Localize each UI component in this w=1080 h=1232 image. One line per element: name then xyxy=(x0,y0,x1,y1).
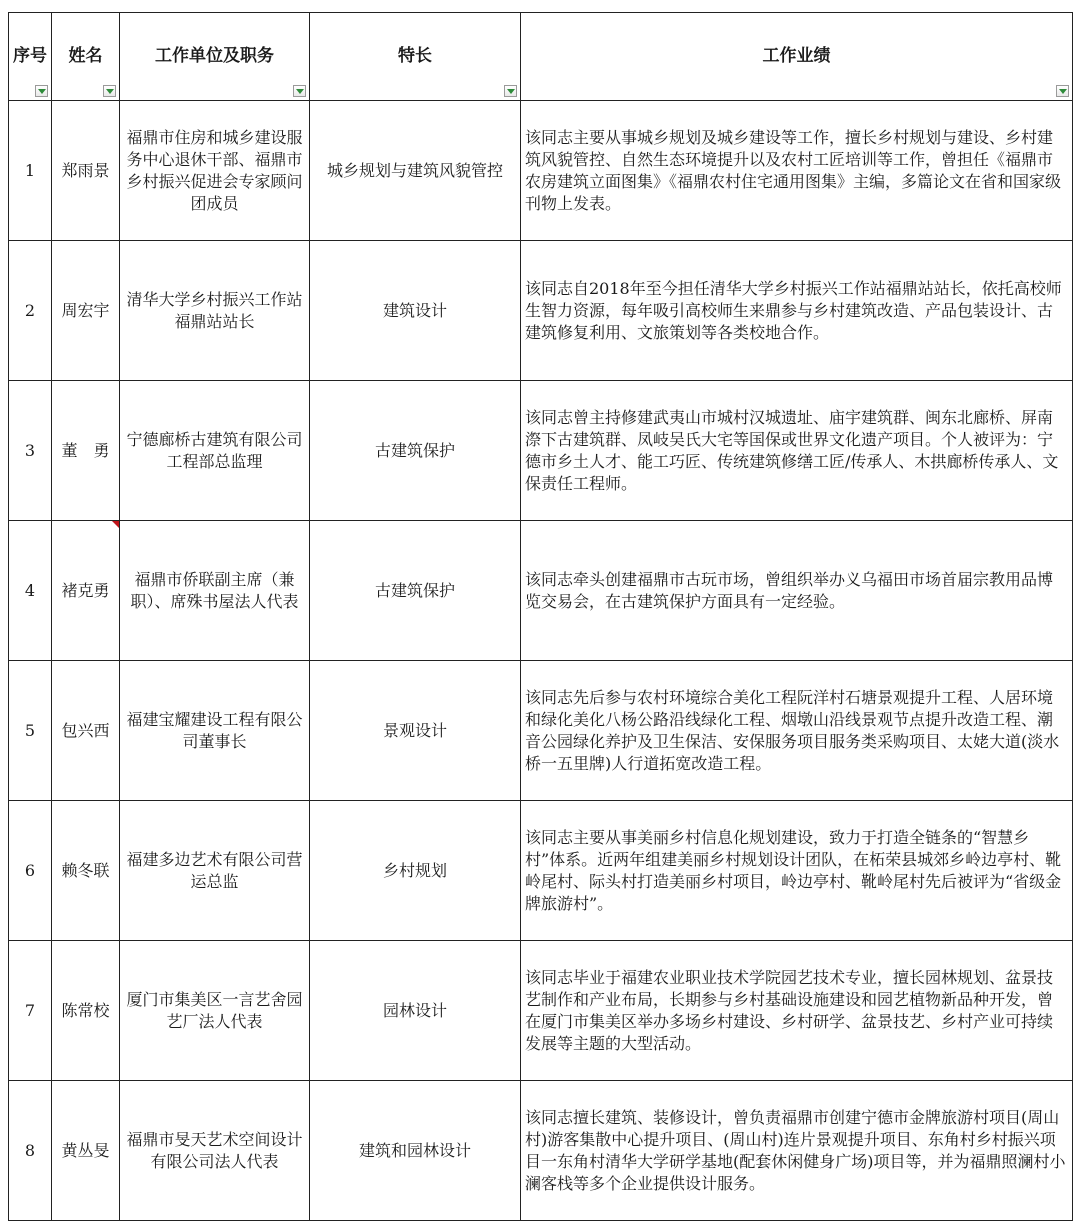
cell-name[interactable]: 周宏宇 xyxy=(52,241,120,381)
cell-performance[interactable]: 该同志牵头创建福鼎市古玩市场，曾组织举办义乌福田市场首届宗教用品博览交易会，在古建筑保护方面具有一定经验。 xyxy=(521,521,1073,661)
cell-no[interactable]: 6 xyxy=(9,801,52,941)
cell-unit[interactable]: 福建宝耀建设工程有限公司董事长 xyxy=(120,661,310,801)
header-unit-label: 工作单位及职务 xyxy=(155,46,274,66)
cell-name[interactable]: 赖冬联 xyxy=(52,801,120,941)
cell-name[interactable]: 郑雨景 xyxy=(52,101,120,241)
header-no-label: 序号 xyxy=(13,46,47,66)
header-specialty-label: 特长 xyxy=(398,46,432,66)
table-row xyxy=(9,101,1073,241)
cell-name[interactable]: 包兴西 xyxy=(52,661,120,801)
cell-specialty[interactable]: 建筑和园林设计 xyxy=(310,1081,521,1221)
cell-performance[interactable]: 该同志曾主持修建武夷山市城村汉城遗址、庙宇建筑群、闽东北廊桥、屏南漈下古建筑群、凤岐吴氏大宅等国保或世界文化遗产项目。个人被评为：宁德市乡土人才、能工巧匠、传统建筑修缮工匠/传承人、木拱廊桥传承人、文保责任工程师。 xyxy=(521,381,1073,521)
filter-dropdown-icon[interactable] xyxy=(1056,85,1069,97)
cell-specialty[interactable]: 园林设计 xyxy=(310,941,521,1081)
table-row xyxy=(9,521,1073,661)
cell-unit[interactable]: 福建多边艺术有限公司营运总监 xyxy=(120,801,310,941)
cell-performance[interactable]: 该同志先后参与农村环境综合美化工程阮洋村石塘景观提升工程、人居环境和绿化美化八杨公路沿线绿化工程、烟墩山沿线景观节点提升改造工程、潮音公园绿化养护及卫生保洁、安保服务项目服务类采购项目、太姥大道(淡水桥一五里牌)人行道拓宽改造工程。 xyxy=(521,661,1073,801)
cell-performance[interactable]: 该同志擅长建筑、装修设计，曾负责福鼎市创建宁德市金牌旅游村项目(周山村)游客集散中心提升项目、(周山村)连片景观提升项目、东角村乡村振兴项目一东角村清华大学研学基地(配套休闲健身广场)项目等，并为福鼎照澜村小澜客栈等多个企业提供设计服务。 xyxy=(521,1081,1073,1221)
filter-dropdown-icon[interactable] xyxy=(293,85,306,97)
cell-performance[interactable]: 该同志毕业于福建农业职业技术学院园艺技术专业，擅长园林规划、盆景技艺制作和产业布局，长期参与乡村基础设施建设和园艺植物新品种开发，曾在厦门市集美区举办多场乡村建设、乡村研学、盆景技艺、乡村产业可持续发展等主题的大型活动。 xyxy=(521,941,1073,1081)
cell-unit[interactable]: 福鼎市住房和城乡建设服务中心退休干部、福鼎市乡村振兴促进会专家顾问团成员 xyxy=(120,101,310,241)
comment-indicator-icon[interactable] xyxy=(112,521,119,528)
table-row xyxy=(9,941,1073,1081)
cell-unit[interactable]: 厦门市集美区一言艺舍园艺厂法人代表 xyxy=(120,941,310,1081)
cell-no[interactable]: 3 xyxy=(9,381,52,521)
cell-no[interactable]: 7 xyxy=(9,941,52,1081)
table-header xyxy=(9,13,1073,101)
cell-name[interactable] xyxy=(52,521,120,661)
cell-no[interactable]: 4 xyxy=(9,521,52,661)
header-unit xyxy=(120,13,310,101)
cell-specialty[interactable]: 建筑设计 xyxy=(310,241,521,381)
cell-unit[interactable]: 宁德廊桥古建筑有限公司工程部总监理 xyxy=(120,381,310,521)
cell-performance[interactable]: 该同志主要从事美丽乡村信息化规划建设，致力于打造全链条的“智慧乡村”体系。近两年组建美丽乡村规划设计团队，在柘荣县城郊乡岭边亭村、靴岭尾村、际头村打造美丽乡村项目，岭边亭村、靴岭尾村先后被评为“省级金牌旅游村”。 xyxy=(521,801,1073,941)
header-name xyxy=(52,13,120,101)
cell-name[interactable]: 陈常校 xyxy=(52,941,120,1081)
cell-performance[interactable]: 该同志主要从事城乡规划及城乡建设等工作，擅长乡村规划与建设、乡村建筑风貌管控、自然生态环境提升以及农村工匠培训等工作，曾担任《福鼎市农房建筑立面图集》《福鼎农村住宅通用图集》主编，多篇论文在省和国家级刊物上发表。 xyxy=(521,101,1073,241)
header-performance xyxy=(521,13,1073,101)
cell-specialty[interactable]: 古建筑保护 xyxy=(310,521,521,661)
table-row xyxy=(9,1081,1073,1221)
header-name-label: 姓名 xyxy=(68,46,103,66)
cell-no[interactable]: 2 xyxy=(9,241,52,381)
table-row xyxy=(9,801,1073,941)
table-row xyxy=(9,241,1073,381)
cell-unit[interactable]: 福鼎市侨联副主席（兼职）、席殊书屋法人代表 xyxy=(120,521,310,661)
cell-specialty[interactable]: 景观设计 xyxy=(310,661,521,801)
cell-specialty[interactable]: 城乡规划与建筑风貌管控 xyxy=(310,101,521,241)
cell-no[interactable]: 8 xyxy=(9,1081,52,1221)
cell-name-text: 褚克勇 xyxy=(61,580,110,600)
header-performance-label: 工作业绩 xyxy=(762,46,831,66)
header-no xyxy=(9,13,52,101)
cell-name[interactable]: 黄丛旻 xyxy=(52,1081,120,1221)
experts-table xyxy=(8,12,1073,1221)
cell-no[interactable]: 5 xyxy=(9,661,52,801)
cell-unit[interactable]: 清华大学乡村振兴工作站福鼎站站长 xyxy=(120,241,310,381)
filter-dropdown-icon[interactable] xyxy=(504,85,517,97)
table-body xyxy=(9,101,1073,1221)
table-row xyxy=(9,381,1073,521)
filter-dropdown-icon[interactable] xyxy=(35,85,48,97)
cell-no[interactable]: 1 xyxy=(9,101,52,241)
table-row xyxy=(9,661,1073,801)
cell-name[interactable]: 董 勇 xyxy=(52,381,120,521)
cell-performance[interactable]: 该同志自2018年至今担任清华大学乡村振兴工作站福鼎站站长，依托高校师生智力资源，每年吸引高校师生来鼎参与乡村建筑改造、产品包装设计、古建筑修复利用、文旅策划等各类校地合作。 xyxy=(521,241,1073,381)
filter-dropdown-icon[interactable] xyxy=(103,85,116,97)
header-row xyxy=(9,13,1073,101)
cell-unit[interactable]: 福鼎市旻天艺术空间设计有限公司法人代表 xyxy=(120,1081,310,1221)
cell-specialty[interactable]: 古建筑保护 xyxy=(310,381,521,521)
cell-specialty[interactable]: 乡村规划 xyxy=(310,801,521,941)
header-specialty xyxy=(310,13,521,101)
